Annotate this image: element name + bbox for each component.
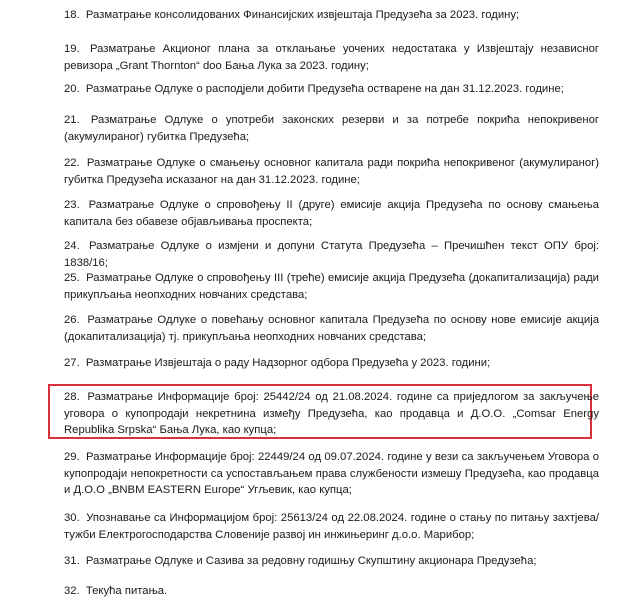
agenda-item-27 xyxy=(64,355,599,372)
agenda-item-text: Разматрање Одлуке о повећању основног капитала Предузећа по основу нове емисије акција (докапитализација) тј. прикупљања неопходних новчаних средстава; xyxy=(64,314,599,343)
agenda-item-text: Разматрање Одлуке и Сазива за редовну годишњу Скупштину акционара Предузећа; xyxy=(85,555,537,567)
agenda-item-number: 27. xyxy=(64,357,80,369)
agenda-item-text: Разматрање Информације број: 22449/24 од 09.07.2024. године у вези са закључењем Уговора о купопродаји непокретности са успостављањем права службености измешу Предузећа, као продавца и Д.О.О „BNBM EASTERN Europe“ Угљевик, као купца; xyxy=(64,451,600,496)
agenda-item-number: 30. xyxy=(64,512,80,524)
agenda-item-number: 19. xyxy=(64,43,80,55)
agenda-item-number: 24. xyxy=(64,240,80,252)
agenda-item-text: Разматрање Информације број: 25442/24 од 21.08.2024. године са приједлогом за закључење уговора о купопродаји некретнина између Предузећа, као продавца и Д.О.О. „Comsar Energy Republika Srpska“ Бања Лука, као купца; xyxy=(64,391,600,436)
agenda-item-number: 21. xyxy=(64,114,80,126)
agenda-item-23 xyxy=(64,197,599,230)
agenda-item-text: Разматрање Одлуке о употреби законских резерви и за потребе покрића непокривеног (акумулираног) губитка Предузећа; xyxy=(64,114,600,143)
agenda-item-number: 26. xyxy=(64,314,80,326)
agenda-item-number: 32. xyxy=(64,585,80,597)
agenda-item-20 xyxy=(64,81,599,98)
agenda-item-text: Разматрање Одлуке о измјени и допуни Статута Предузећа – Пречишћен текст ОПУ број: 1838/16; xyxy=(64,240,599,269)
agenda-item-19 xyxy=(64,41,599,74)
agenda-item-text: Разматрање Акционог плана за отклањање уочених недостатака у Извјештају независног ревизора „Grant Thornton“ doo Бања Лука за 2023. годину; xyxy=(64,43,599,72)
agenda-item-number: 23. xyxy=(64,199,80,211)
agenda-item-25 xyxy=(64,270,599,303)
agenda-item-number: 20. xyxy=(64,83,80,95)
agenda-item-28 xyxy=(64,389,599,439)
agenda-item-text: Разматрање Одлуке о спровођењу III (треће) емисије акција Предузећа (докапитализација) ради прикупљања неопходних новчаних средстава; xyxy=(64,272,599,301)
agenda-item-18 xyxy=(64,7,599,24)
agenda-item-number: 18. xyxy=(64,9,80,21)
agenda-item-22 xyxy=(64,155,599,188)
agenda-item-24 xyxy=(64,238,599,271)
agenda-item-text: Разматрање Извјештаја о раду Надзорног одбора Предузећа у 2023. години; xyxy=(85,357,491,369)
agenda-item-31 xyxy=(64,553,599,570)
agenda-item-text: Разматрање Одлуке о спровођењу II (друге) емисије акција Предузећа по основу смањења капитала без обавезе објављивања проспекта; xyxy=(64,199,600,228)
agenda-item-29 xyxy=(64,449,599,499)
agenda-item-number: 22. xyxy=(64,157,80,169)
agenda-item-number: 25. xyxy=(64,272,80,284)
agenda-item-32 xyxy=(64,583,599,600)
agenda-item-text: Разматрање Одлуке о смањењу основног капитала ради покрића непокривеног (акумулираног) губитка Предузећа исказаног на дан 31.12.2023. године; xyxy=(64,157,599,186)
agenda-item-text: Разматрање Одлуке о расподјели добити Предузећа остварене на дан 31.12.2023. године; xyxy=(85,83,564,95)
agenda-item-number: 31. xyxy=(64,555,80,567)
agenda-item-21 xyxy=(64,112,599,145)
agenda-item-number: 28. xyxy=(64,391,80,403)
agenda-item-number: 29. xyxy=(64,451,80,463)
agenda-item-26 xyxy=(64,312,599,345)
agenda-item-text: Упознавање са Информацијом број: 25613/24 од 22.08.2024. године о стању по питању захтјева/тужби Електрогосподарства Словеније развој ин инжињеринг д.о.о. Марибор; xyxy=(64,512,600,541)
agenda-item-text: Разматрање консолидованих Финансијских извјештаја Предузећа за 2023. годину; xyxy=(85,9,520,21)
agenda-item-30 xyxy=(64,510,599,543)
agenda-item-text: Текућа питања. xyxy=(85,585,168,597)
